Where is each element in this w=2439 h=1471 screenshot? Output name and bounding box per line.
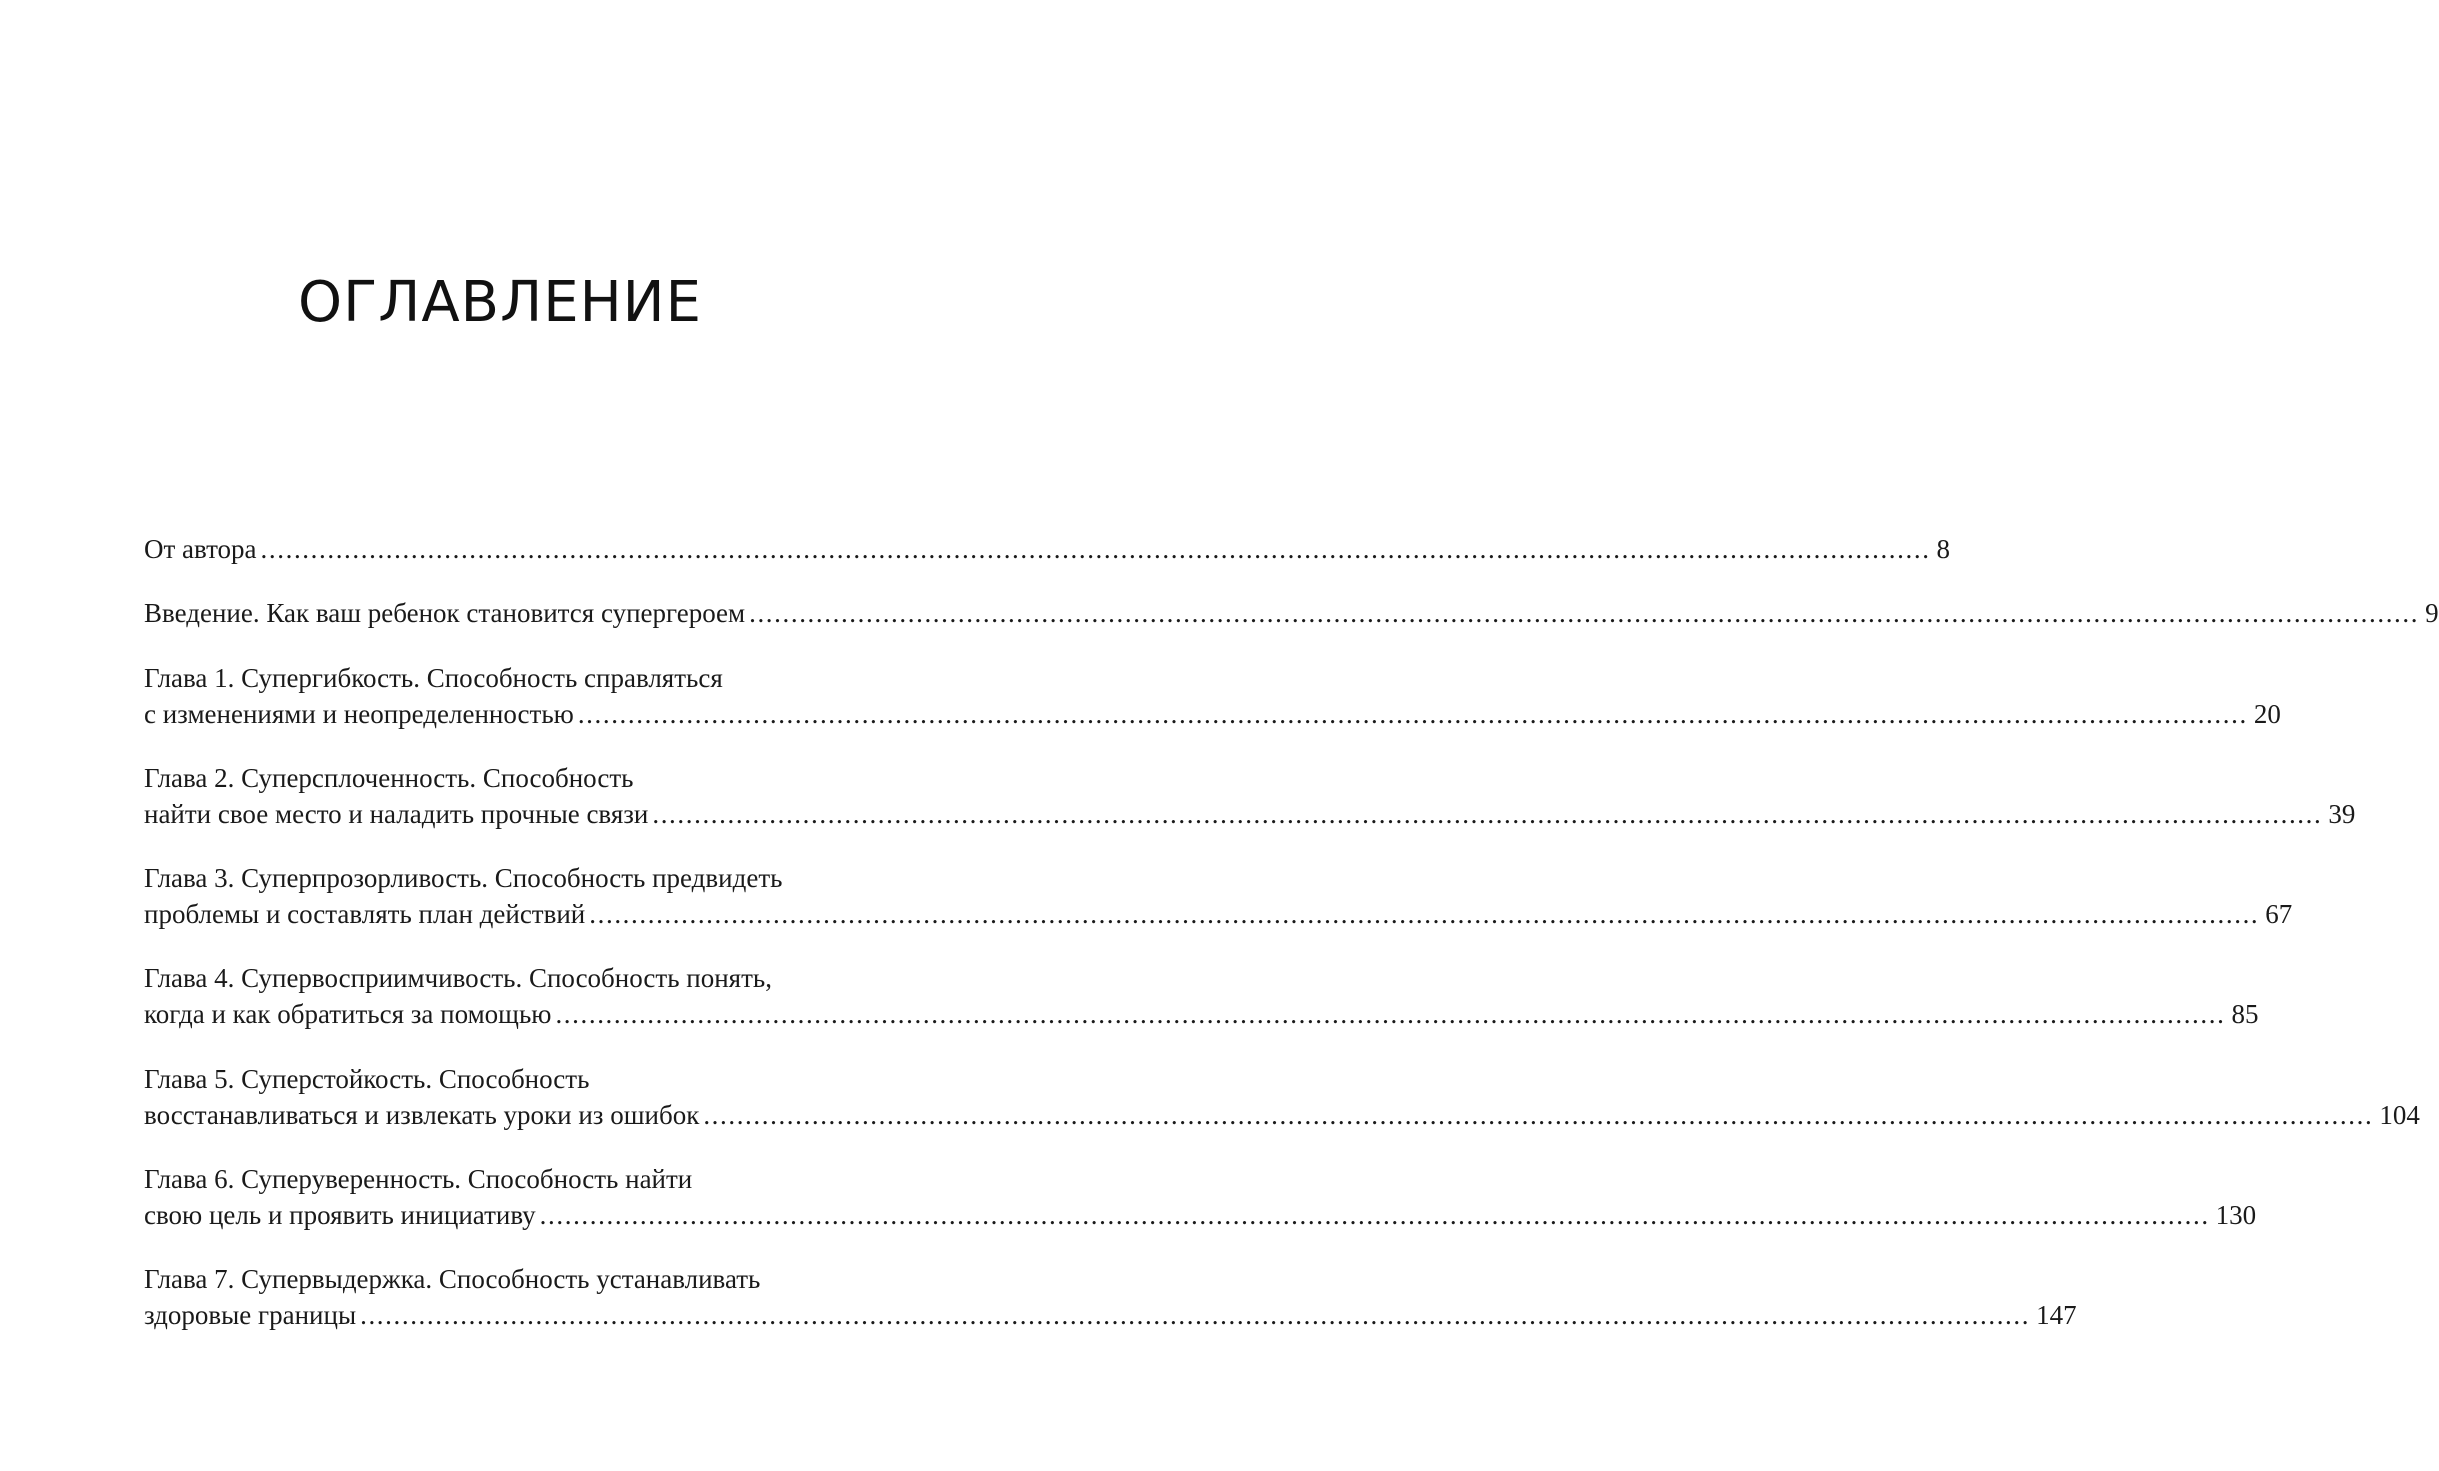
- toc-entry-chapter-4[interactable]: [144, 960, 2259, 1032]
- toc-entry-title: Введение. Как ваш ребенок становится супергероем: [144, 598, 746, 628]
- toc-entry-title-line-2: проблемы и составлять план действий: [144, 899, 586, 929]
- dot-leader: ........................................................................................................................................................................................................: [577, 699, 2248, 729]
- toc-entry-title-line-2: восстанавливаться и извлекать уроки из ошибок: [144, 1100, 700, 1130]
- toc-entry-title-line-1: Глава 6. Суперуверенность. Способность найти: [144, 1164, 693, 1194]
- toc-entry-title-line-1: Глава 7. Супервыдержка. Способность устанавливать: [144, 1264, 761, 1294]
- dot-leader: ........................................................................................................................................................................................................: [260, 534, 1931, 564]
- dot-leader: ........................................................................................................................................................................................................: [539, 1200, 2210, 1230]
- toc-entry-title-line-1: Глава 1. Супергибкость. Способность справляться: [144, 663, 723, 693]
- toc-entry-title-line-1: Глава 2. Суперсплоченность. Способность: [144, 763, 634, 793]
- toc-entry-line: [144, 595, 2439, 631]
- toc-entry-chapter-5[interactable]: [144, 1061, 2420, 1133]
- dot-leader: ........................................................................................................................................................................................................: [360, 1300, 2031, 1330]
- toc-entry-introduction[interactable]: [144, 595, 2439, 631]
- page-title: ОГЛАВЛЕНИЕ: [298, 270, 702, 335]
- toc-entry-title-line-1: Глава 3. Суперпрозорливость. Способность предвидеть: [144, 863, 783, 893]
- toc-entry-line: [144, 896, 2293, 932]
- toc-entry-title-line-2: когда и как обратиться за помощью: [144, 999, 552, 1029]
- toc-entry-title-line-1: Глава 4. Супервосприимчивость. Способность понять,: [144, 963, 772, 993]
- toc-page-number: 8: [1936, 534, 1951, 564]
- dot-leader: ........................................................................................................................................................................................................: [703, 1100, 2374, 1130]
- toc-page-number: 85: [2231, 999, 2259, 1029]
- toc-entry-line: [144, 1197, 2257, 1233]
- toc-entry-line: [144, 696, 2281, 732]
- dot-leader: ........................................................................................................................................................................................................: [652, 799, 2323, 829]
- toc-page-number: 67: [2265, 899, 2293, 929]
- toc-entry-title-line-2: найти свое место и наладить прочные связи: [144, 799, 649, 829]
- toc-page-number: 20: [2253, 699, 2281, 729]
- toc-entry-line: [144, 1097, 2420, 1133]
- toc-entry-chapter-2[interactable]: [144, 760, 2356, 832]
- dot-leader: ........................................................................................................................................................................................................: [555, 999, 2226, 1029]
- toc-entry-title-line-2: с изменениями и неопределенностью: [144, 699, 574, 729]
- toc-entry-line: [144, 531, 1951, 567]
- dot-leader: ........................................................................................................................................................................................................: [749, 598, 2420, 628]
- toc-page-number: 130: [2215, 1200, 2257, 1230]
- toc-entry-chapter-1[interactable]: [144, 660, 2281, 732]
- toc-entry-chapter-6[interactable]: [144, 1161, 2257, 1233]
- toc-entry-line: [144, 796, 2356, 832]
- toc-entry-line: [144, 1297, 2077, 1333]
- toc-entry-title-line-2: свою цель и проявить инициативу: [144, 1200, 536, 1230]
- toc-entry-chapter-3[interactable]: [144, 860, 2293, 932]
- toc-page-number: 9: [2425, 598, 2439, 628]
- dot-leader: ........................................................................................................................................................................................................: [589, 899, 2260, 929]
- toc-page-number: 147: [2036, 1300, 2077, 1330]
- toc-entry-title-line-2: здоровые границы: [144, 1300, 357, 1330]
- toc-entry-chapter-7[interactable]: [144, 1261, 2077, 1333]
- toc-entry-author-foreword[interactable]: [144, 531, 1951, 567]
- toc-page-number: 104: [2379, 1100, 2420, 1130]
- toc-page-number: 39: [2328, 799, 2356, 829]
- toc-entry-title: От автора: [144, 534, 257, 564]
- toc-entry-title-line-1: Глава 5. Суперстойкость. Способность: [144, 1064, 590, 1094]
- toc-entry-line: [144, 996, 2259, 1032]
